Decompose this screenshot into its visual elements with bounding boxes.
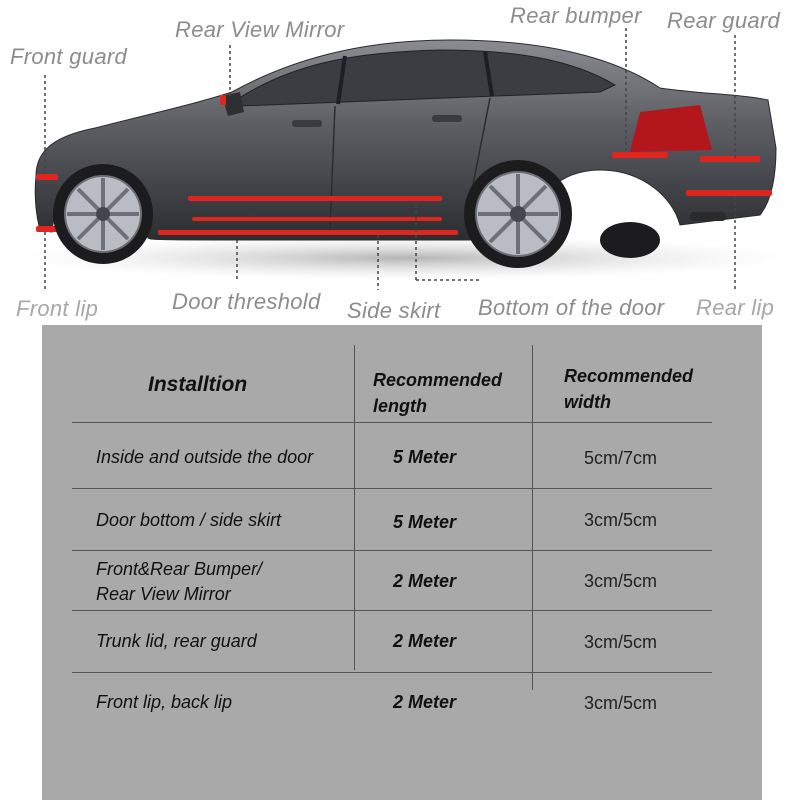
row-4-installation: Trunk lid, rear guard — [96, 631, 257, 651]
row-1-width: 5cm/7cm — [584, 448, 658, 468]
row-1-installation: Inside and outside the door — [96, 447, 314, 467]
row-5-length: 2 Meter — [393, 692, 457, 712]
header-length-line1: Recommended — [373, 370, 503, 390]
row-3-length: 2 Meter — [393, 571, 457, 591]
label-rear-guard: Rear guard — [667, 8, 781, 33]
front-wheel — [53, 164, 153, 264]
header-width-line1: Recommended — [564, 366, 694, 386]
row-5-width: 3cm/5cm — [584, 693, 658, 713]
row-4-length: 2 Meter — [393, 631, 457, 651]
label-rear-lip: Rear lip — [696, 295, 775, 320]
rear-wheel — [464, 160, 572, 268]
header-installation: Installtion — [148, 373, 248, 396]
spec-table-panel — [42, 325, 762, 800]
label-front-guard: Front guard — [10, 44, 128, 69]
row-2-installation: Door bottom / side skirt — [96, 510, 282, 530]
label-door-threshold: Door threshold — [172, 289, 321, 314]
row-3-installation: Front&Rear Bumper/ — [96, 559, 263, 579]
far-rear-wheel — [600, 222, 660, 258]
spec-table — [42, 325, 762, 800]
row-1-length: 5 Meter — [393, 447, 457, 467]
row-2-width: 3cm/5cm — [584, 510, 658, 530]
label-bottom-of-the-door: Bottom of the door — [478, 295, 665, 320]
row-3-width: 3cm/5cm — [584, 571, 658, 591]
row-4-width: 3cm/5cm — [584, 632, 658, 652]
row-3-installation-line2: Rear View Mirror — [96, 584, 231, 604]
row-5-installation: Front lip, back lip — [96, 692, 233, 712]
car-illustration — [0, 0, 800, 330]
header-length-line2: length — [373, 396, 427, 416]
row-2-length: 5 Meter — [393, 512, 457, 532]
label-front-lip: Front lip — [16, 296, 99, 321]
label-rear-bumper: Rear bumper — [510, 3, 642, 28]
tail-light — [630, 105, 712, 152]
label-rear-view-mirror: Rear View Mirror — [175, 17, 345, 42]
header-width-line2: width — [564, 392, 611, 412]
label-side-skirt: Side skirt — [347, 298, 441, 323]
